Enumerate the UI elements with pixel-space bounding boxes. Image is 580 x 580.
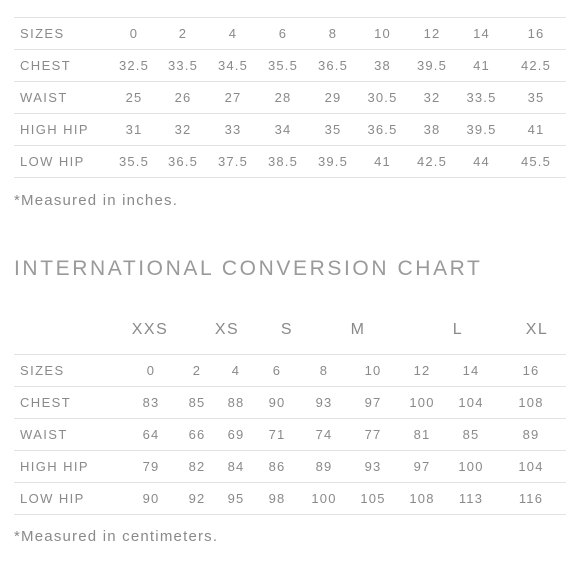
table-cell: 108 [496,387,566,419]
row-label: SIZES [14,18,110,50]
table-cell: 12 [407,18,457,50]
table-cell: 97 [348,387,398,419]
table-cell: 39.5 [308,146,358,178]
table-cell: 33 [208,114,258,146]
table-cell: 104 [496,451,566,483]
table-cell: 42.5 [506,50,566,82]
table-cell: 12 [398,355,446,387]
table-cell: 8 [300,355,348,387]
table-cell: 28 [258,82,308,114]
table-cell: 38 [358,50,407,82]
table-cell: 27 [208,82,258,114]
table-cell: 38 [407,114,457,146]
row-label: SIZES [14,355,126,387]
table-cell: 35.5 [110,146,158,178]
table-cell: 39.5 [407,50,457,82]
table-cell: 14 [446,355,496,387]
table-cell: 35.5 [258,50,308,82]
table-cell: 25 [110,82,158,114]
table-cell: 97 [398,451,446,483]
table-cell: 71 [254,419,300,451]
table-cell: 34 [258,114,308,146]
table-row [14,114,566,146]
table-cell: 93 [348,451,398,483]
row-label: WAIST [14,419,126,451]
table-row [14,146,566,178]
table-cell: 64 [126,419,176,451]
table-cell: 30.5 [358,82,407,114]
table-row [14,483,566,515]
letter-size-m: M [350,321,366,338]
row-label: HIGH HIP [14,451,126,483]
inch-table-body [14,18,566,178]
table-cell: 92 [176,483,218,515]
table-cell: 4 [208,18,258,50]
table-cell: 100 [398,387,446,419]
row-label: CHEST [14,50,110,82]
table-cell: 116 [496,483,566,515]
table-cell: 89 [496,419,566,451]
table-cell: 2 [176,355,218,387]
letter-size-s: S [280,321,294,338]
table-cell: 10 [358,18,407,50]
table-cell: 41 [506,114,566,146]
cm-size-table [14,354,566,515]
table-row [14,82,566,114]
table-cell: 36.5 [358,114,407,146]
table-cell: 113 [446,483,496,515]
table-cell: 6 [258,18,308,50]
table-cell: 35 [506,82,566,114]
table-cell: 100 [446,451,496,483]
table-cell: 16 [506,18,566,50]
table-cell: 108 [398,483,446,515]
table-cell: 81 [398,419,446,451]
table-cell: 85 [446,419,496,451]
table-cell: 32 [158,114,208,146]
table-cell: 104 [446,387,496,419]
table-cell: 69 [218,419,254,451]
table-cell: 90 [126,483,176,515]
table-cell: 79 [126,451,176,483]
table-cell: 4 [218,355,254,387]
table-cell: 74 [300,419,348,451]
table-row [14,419,566,451]
row-label: LOW HIP [14,146,110,178]
table-cell: 14 [457,18,506,50]
table-cell: 29 [308,82,358,114]
table-cell: 44 [457,146,506,178]
letter-size-xs: XS [214,321,240,338]
table-cell: 35 [308,114,358,146]
table-cell: 39.5 [457,114,506,146]
row-label: HIGH HIP [14,114,110,146]
row-label: CHEST [14,387,126,419]
table-cell: 32 [407,82,457,114]
inch-footnote: *Measured in inches. [14,192,179,209]
table-row [14,50,566,82]
table-cell: 32.5 [110,50,158,82]
row-label: LOW HIP [14,483,126,515]
letter-size-l: L [452,321,464,338]
table-cell: 77 [348,419,398,451]
table-cell: 6 [254,355,300,387]
table-cell: 36.5 [308,50,358,82]
table-cell: 105 [348,483,398,515]
table-cell: 0 [110,18,158,50]
table-cell: 0 [126,355,176,387]
table-cell: 82 [176,451,218,483]
section-title: INTERNATIONAL CONVERSION CHART [14,257,483,280]
clipped-heading [14,0,314,4]
inch-size-table [14,17,566,178]
cm-footnote: *Measured in centimeters. [14,528,219,545]
table-cell: 33.5 [158,50,208,82]
table-row [14,18,566,50]
table-cell: 2 [158,18,208,50]
letter-size-xl: XL [525,321,549,338]
table-cell: 95 [218,483,254,515]
table-cell: 84 [218,451,254,483]
table-cell: 90 [254,387,300,419]
row-label: WAIST [14,82,110,114]
table-cell: 89 [300,451,348,483]
table-cell: 31 [110,114,158,146]
table-cell: 88 [218,387,254,419]
table-cell: 33.5 [457,82,506,114]
table-row [14,355,566,387]
table-row [14,451,566,483]
table-cell: 98 [254,483,300,515]
table-cell: 36.5 [158,146,208,178]
table-cell: 37.5 [208,146,258,178]
table-cell: 41 [358,146,407,178]
table-cell: 42.5 [407,146,457,178]
table-cell: 45.5 [506,146,566,178]
table-cell: 26 [158,82,208,114]
letter-size-xxs: XXS [131,321,169,338]
table-cell: 38.5 [258,146,308,178]
table-cell: 93 [300,387,348,419]
cm-table-body [14,355,566,515]
table-cell: 8 [308,18,358,50]
table-row [14,387,566,419]
table-cell: 41 [457,50,506,82]
table-cell: 83 [126,387,176,419]
table-cell: 86 [254,451,300,483]
table-cell: 34.5 [208,50,258,82]
table-cell: 66 [176,419,218,451]
table-cell: 85 [176,387,218,419]
table-cell: 16 [496,355,566,387]
table-cell: 10 [348,355,398,387]
table-cell: 100 [300,483,348,515]
